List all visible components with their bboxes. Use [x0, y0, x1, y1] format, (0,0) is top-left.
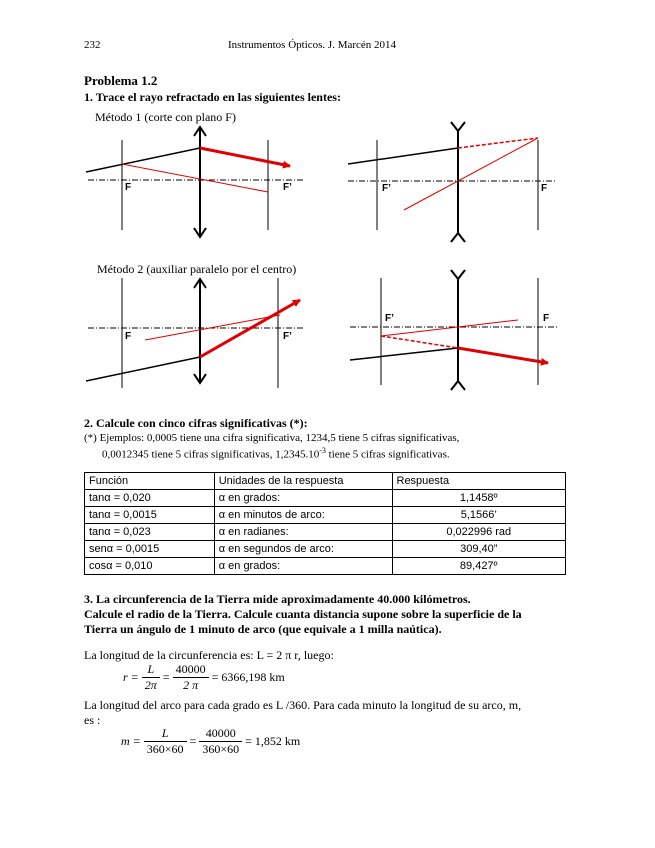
equation-arc-length: m = $\frac{L}{360\times 60}$ = $\frac{40000}{360\times 60}$ = 1,852 km [121, 726, 301, 756]
function-cell: tanα = 0,0015 [85, 507, 215, 524]
significant-figures-table [84, 472, 566, 575]
diagram-converging-method-1 [86, 127, 305, 237]
table-row [85, 558, 566, 575]
focal-label-f-prime: F’ [382, 183, 391, 194]
units-cell: α en segundos de arco: [214, 541, 392, 558]
diagram-diverging-method-2 [350, 270, 558, 390]
fraction: $\frac{40000}{360\times 60}$ [199, 726, 242, 757]
table-row [85, 541, 566, 558]
method-1-label: Método 1 (corte con plano F) [95, 110, 236, 124]
question-3-line-3: Tierra un ángulo de 1 minuto de arco (que equivale a 1 milla naútica). [84, 622, 442, 636]
running-title: Instrumentos Ópticos. J. Marcén 2014 [228, 39, 397, 51]
answer-cell: 1,1458º [392, 490, 566, 507]
focal-label-f: F [543, 313, 550, 324]
focal-label-f: F [125, 182, 132, 193]
question-3-line-2: Calcule el radio de la Tierra. Calcule cuanta distancia supone sobre la superficie de la [84, 607, 522, 621]
focal-label-f-prime: F’ [283, 182, 292, 193]
paragraph-arc-line-1: La longitud del arco para cada grado es L /360. Para cada minuto la longitud de su arco, m, [84, 698, 522, 712]
table-row [85, 507, 566, 524]
units-cell: α en radianes: [214, 524, 392, 541]
focal-label-f: F [125, 331, 132, 342]
function-cell: tanα = 0,023 [85, 524, 215, 541]
function-cell: cosα = 0,010 [85, 558, 215, 575]
note-line-1: (*) Ejemplos: 0,0005 tiene una cifra significativa, 1234,5 tiene 5 cifras significativas, [84, 432, 460, 444]
problem-title: Problema 1.2 [84, 73, 158, 88]
fraction: $\frac{L}{360\times 60}$ [144, 726, 187, 757]
fraction: $\frac{L}{2\pi}$ [142, 662, 160, 693]
paragraph-circumference: La longitud de la circunferencia es: L = 2 π r, luego: [84, 648, 334, 662]
page-number: 232 [84, 39, 101, 51]
focal-label-f-prime: F’ [283, 331, 292, 342]
units-cell: α en minutos de arco: [214, 507, 392, 524]
answer-cell: 0,022996 rad [392, 524, 566, 541]
method-2-label: Método 2 (auxiliar paralelo por el centro) [97, 262, 297, 276]
paragraph-arc-line-2: es : [84, 713, 101, 727]
answer-cell: 5,1566’ [392, 507, 566, 524]
diagram-converging-method-2 [86, 278, 305, 388]
diagram-diverging-method-1 [348, 122, 557, 242]
table-header-cell: Respuesta [392, 473, 566, 490]
focal-label-f-prime: F’ [385, 313, 394, 324]
answer-cell: 309,40” [392, 541, 566, 558]
note-line-2: 0,0012345 tiene 5 cifras significativas, $1,2345.10^{-3}$ tiene 5 cifras significativas. [102, 446, 450, 461]
answer-cell: 89,427º [392, 558, 566, 575]
table-row [85, 524, 566, 541]
table-header-row [85, 473, 566, 490]
units-cell: α en grados: [214, 558, 392, 575]
function-cell: tanα = 0,020 [85, 490, 215, 507]
function-cell: senα = 0,0015 [85, 541, 215, 558]
table-header-cell: Función [85, 473, 215, 490]
table-row [85, 490, 566, 507]
focal-label-f: F [541, 183, 548, 194]
table-header-cell: Unidades de la respuesta [214, 473, 392, 490]
units-cell: α en grados: [214, 490, 392, 507]
question-1: 1. Trace el rayo refractado en las siguientes lentes: [84, 90, 341, 104]
question-3-line-1: 3. La circunferencia de la Tierra mide aproximadamente 40.000 kilómetros. [84, 592, 471, 606]
question-2: 2. Calcule con cinco cifras significativas (*): [84, 416, 308, 430]
fraction: $\frac{40000}{2 \pi}$ [173, 662, 209, 693]
equation-radius: r = $\frac{L}{2\pi}$ = $\frac{40000}{2 \pi}$ = 6366,198 km [123, 662, 285, 692]
